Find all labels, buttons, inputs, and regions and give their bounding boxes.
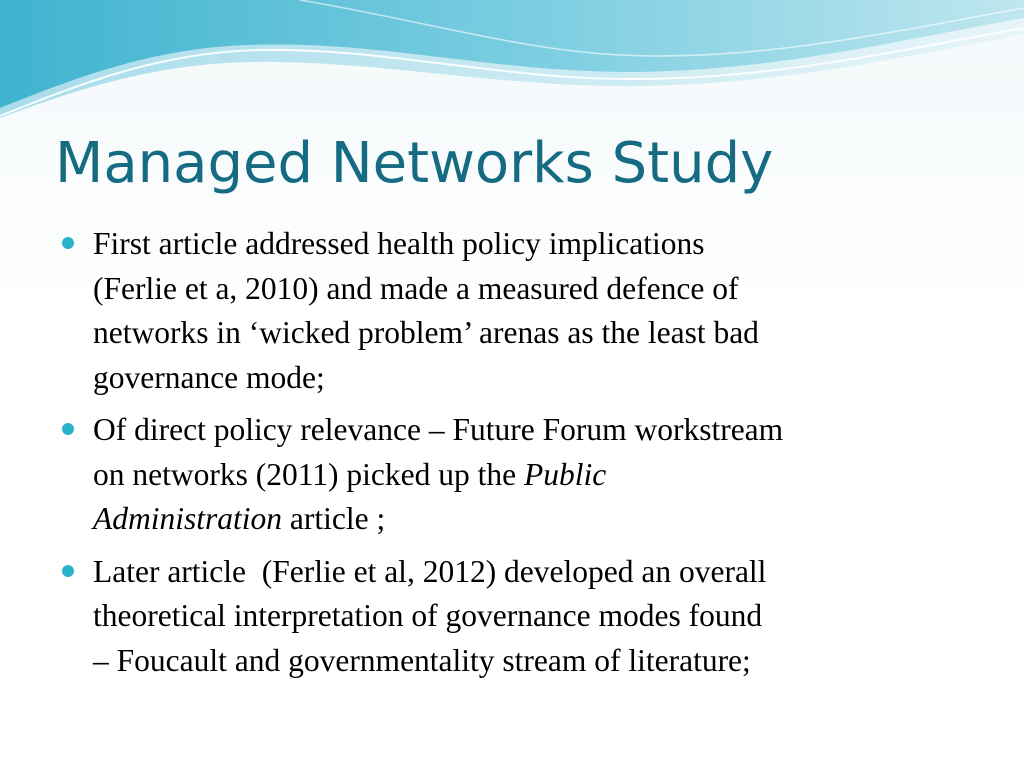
bullet-text-line: First article addressed health policy implications [93, 226, 705, 261]
bullet-text-line: Later article (Ferlie et al, 2012) developed an overall [93, 553, 767, 589]
bullet-list [60, 222, 960, 691]
bullet-text-line [93, 497, 960, 542]
bullet-item [60, 408, 960, 542]
bullet-text-segment: on networks (2011) picked up the [93, 456, 524, 492]
header-wave-decoration [0, 0, 1024, 130]
bullet-text-line: (Ferlie et a, 2010) and made a measured defence of [93, 270, 739, 306]
bullet-text-line [93, 453, 960, 498]
bullet-dot-icon [62, 565, 74, 577]
bullet-text-line: governance mode; [93, 359, 325, 395]
bullet-text-line: Of direct policy relevance – Future Forum workstream [93, 412, 784, 447]
journal-name-italic: Public [524, 456, 607, 492]
slide-title: Managed Networks Study [55, 131, 774, 196]
bullet-text-line: networks in ‘wicked problem’ arenas as the least bad [93, 315, 759, 350]
bullet-dot-icon [62, 237, 74, 249]
bullet-text-line: theoretical interpretation of governance modes found [93, 598, 763, 633]
bullet-text-segment: article ; [282, 501, 386, 536]
bullet-dot-icon [62, 423, 74, 435]
bullet-item [60, 550, 960, 684]
bullet-text-line: – Foucault and governmentality stream of literature; [93, 642, 751, 678]
journal-name-italic: Administration [93, 501, 283, 536]
bullet-item [60, 222, 960, 400]
